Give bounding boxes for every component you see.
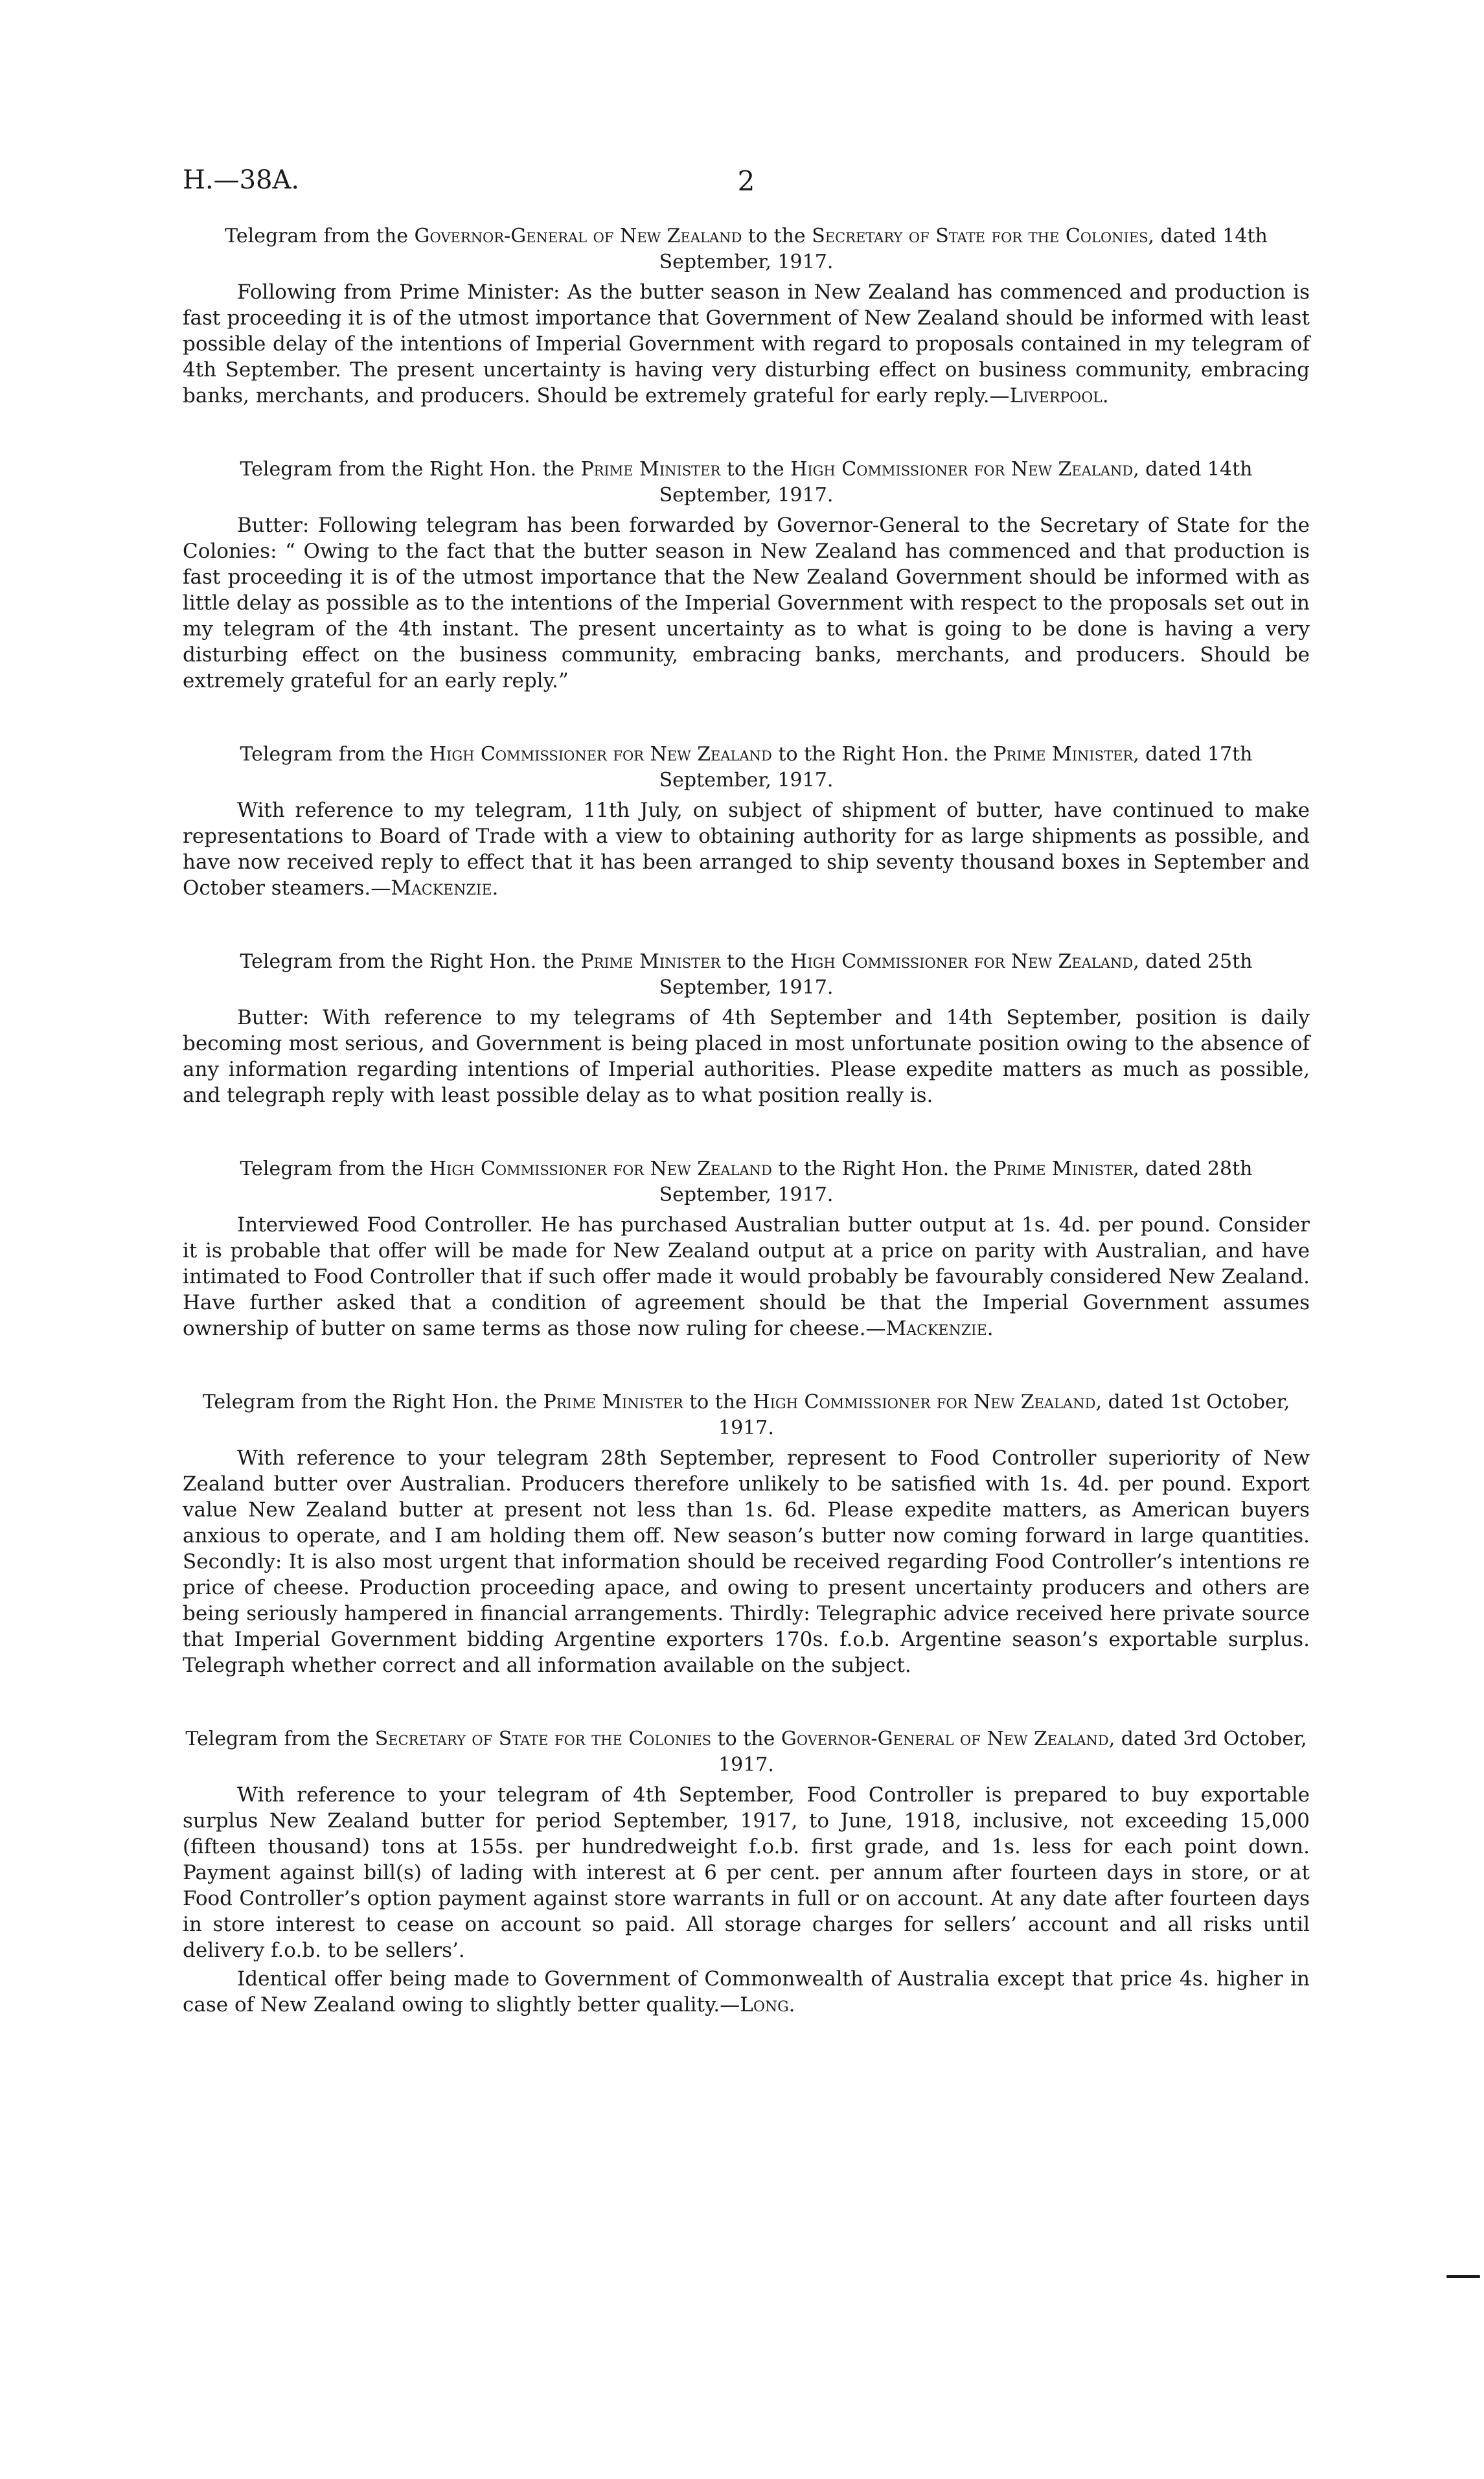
telegram-heading: Telegram from the High Commissioner for New Zealand to the Right Hon. the Prime Minister, dated 17th September, 1917. [240,743,1253,792]
telegram-body: Butter: With reference to my telegrams of 4th September and 14th September, position is daily becoming most serious, and Government is being placed in most unfortunate position owing to the absence of any information regarding intentions of Imperial authorities. Please expedite matters as much as possible, and telegraph reply with least possible delay as to what position really is. [183,1006,1310,1107]
telegram-body: Interviewed Food Controller. He has purchased Australian butter output at 1s. 4d. per pound. Consider it is probable that offer will be made for New Zealand output at a price on parity with Australian, and have intimated to Food Controller that if such offer made it would probably be favourably considered New Zealand. Have further asked that a condition of agreement should be that the Imperial Government assumes ownership of butter on same terms as those now ruling for cheese.—Mackenzie. [183,1213,1310,1340]
document-body [183,223,1310,2066]
telegram-heading: Telegram from the Governor-General of New Zealand to the Secretary of State for the Colonies, dated 14th September, 1917. [225,225,1268,273]
telegram-heading: Telegram from the Right Hon. the Prime Minister to the High Commissioner for New Zealand, dated 25th September, 1917. [240,950,1253,999]
page-number: 2 [737,165,755,197]
telegram-heading: Telegram from the Right Hon. the Prime Minister to the High Commissioner for New Zealand, dated 14th September, 1917. [240,458,1253,507]
telegram-body: With reference to your telegram of 4th September, Food Controller is prepared to buy exportable surplus New Zealand butter for period September, 1917, to June, 1918, inclusive, not exceeding 15,000 (fifteen thousand) tons at 155s. per hundredweight f.o.b. first grade, and 1s. less for each point down. Payment against bill(s) of lading with interest at 6 per cent. per annum after fourteen days in store, or at Food Controller’s option payment against store warrants in full or on account. At any date after fourteen days in store interest to cease on account so paid. All storage charges for sellers’ account and all risks until delivery f.o.b. to be sellers’. [183,1783,1310,1962]
telegram-body: Butter: Following telegram has been forwarded by Governor-General to the Secretary of State for the Colonies: “ Owing to the fact that the butter season in New Zealand has commenced and that production is fast proceeding it is of the utmost importance that the New Zealand Government should be informed with as little delay as possible as to the intentions of the Imperial Government with respect to the proposals set out in my telegram of the 4th instant. The present uncertainty as to what is going to be done is having a very disturbing effect on the business community, embracing banks, merchants, and producers. Should be extremely grateful for an early reply.” [183,514,1310,692]
telegram-signature: Mackenzie. [391,876,499,900]
telegram-signature: Mackenzie. [885,1317,994,1340]
telegram-heading: Telegram from the Right Hon. the Prime Minister to the High Commissioner for New Zealand, dated 1st October, 1917. [202,1391,1290,1439]
document-reference: H.—38A. [183,165,300,195]
telegram-heading: Telegram from the High Commissioner for New Zealand to the Right Hon. the Prime Minister, dated 28th September, 1917. [240,1158,1253,1206]
telegram-5 [183,1156,1310,1342]
telegram-3 [183,742,1310,901]
telegram-7 [183,1726,1310,2018]
telegram-2 [183,457,1310,694]
telegram-body: With reference to your telegram 28th September, represent to Food Controller superiority of New Zealand butter over Australian. Producers therefore unlikely to be satisfied with 1s. 4d. per pound. Export value New Zealand butter at present not less than 1s. 6d. Please expedite matters, as American buyers anxious to operate, and I am holding them off. New season’s butter now coming forward in large quantities. Secondly: It is also most urgent that information should be received regarding Food Controller’s intentions re price of cheese. Production proceeding apace, and owing to present uncertainty producers and others are being seriously hampered in financial arrangements. Thirdly: Telegraphic advice received here private source that Imperial Government bidding Argentine exporters 170s. f.o.b. Argentine season’s exportable surplus. Telegraph whether correct and all information available on the subject. [183,1446,1310,1677]
page-header [183,165,1310,204]
telegram-body: With reference to my telegram, 11th July, on subject of shipment of butter, have continued to make representations to Board of Trade with a view to obtaining authority for as large shipments as possible, and have now received reply to effect that it has been arranged to ship seventy thousand boxes in September and October steamers.—Mackenzie. [183,799,1310,900]
telegram-4 [183,949,1310,1108]
margin-mark [1446,2275,1480,2278]
telegram-heading: Telegram from the Secretary of State for the Colonies to the Governor-General of New Zealand, dated 3rd October, 1917. [185,1728,1307,1776]
telegram-body: Following from Prime Minister: As the butter season in New Zealand has commenced and production is fast proceeding it is of the utmost importance that Government of New Zealand should be informed with least possible delay of the intentions of Imperial Government with regard to proposals contained in my telegram of 4th September. The present uncertainty is having very disturbing effect on business community, embracing banks, merchants, and producers. Should be extremely grateful for early reply.—Liverpool. [183,280,1310,407]
telegram-body: Identical offer being made to Government of Commonwealth of Australia except that price 4s. higher in case of New Zealand owing to slightly better quality.—Long. [183,1967,1310,2016]
telegram-signature: Liverpool. [1009,384,1109,407]
telegram-6 [183,1389,1310,1678]
telegram-signature: Long. [740,1993,795,2016]
telegram-1 [183,223,1310,409]
